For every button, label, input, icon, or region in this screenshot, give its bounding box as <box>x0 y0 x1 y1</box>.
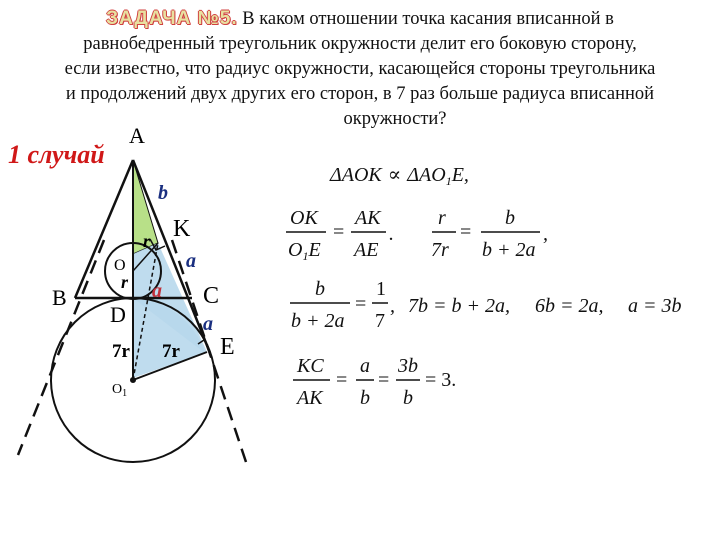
label-a-segment-1: a <box>186 250 196 272</box>
similarity-statement: $\Delta AOK \propto \Delta AO_1E$, <box>330 164 469 188</box>
label-o1: $O_1$ <box>112 382 128 399</box>
case-title: 1 случай <box>8 140 105 169</box>
eq4-end: = 3. <box>425 369 457 391</box>
eq2-den2: b + 2a <box>482 239 536 261</box>
eq3-num2: 1 <box>376 278 386 300</box>
eq2-equals: = <box>460 221 472 243</box>
eq1-end: . <box>389 223 394 245</box>
eq1-num2: AK <box>355 207 381 229</box>
eq4-num2: a <box>360 355 370 377</box>
label-7r-1: 7r <box>112 341 130 362</box>
problem-line-4: и продолжений двух других его сторон, в 7 раз больше радиуса вписанной <box>65 84 655 104</box>
label-a-segment-3: a <box>203 313 213 335</box>
eq4-equals1: = <box>336 369 348 391</box>
eq4-num1: KC <box>297 355 324 377</box>
eq2-end: , <box>543 223 548 245</box>
label-k: K <box>173 216 191 242</box>
label-7r-2: 7r <box>162 341 180 362</box>
eq1-equals: = <box>333 221 345 243</box>
problem-line-5: окружности? <box>343 109 447 129</box>
eq4-equals2: = <box>378 369 390 391</box>
eq4-den1: AK <box>297 387 323 409</box>
eq3-equals: = <box>355 293 367 315</box>
eq3-step1: 7b = b + 2a, <box>408 295 510 317</box>
label-c: C <box>203 283 220 309</box>
label-b: B <box>52 285 67 310</box>
label-r-2: r <box>121 272 129 292</box>
eq3-step2: 6b = 2a, <box>535 295 604 317</box>
label-b-segment: b <box>158 182 168 204</box>
eq4-den3: b <box>403 387 413 409</box>
label-e: E <box>220 334 235 360</box>
problem-line-2: равнобедренный треугольник окружности делит его боковую сторону, <box>83 34 637 54</box>
label-a-segment-2: a <box>152 280 162 302</box>
problem-line-3: если известно, что радиус окружности, касающейся стороны треугольника <box>64 59 656 79</box>
eq2-num2: b <box>505 207 515 229</box>
task-title: ЗАДАЧА №5. <box>106 8 238 29</box>
eq3-end: , <box>390 295 395 317</box>
label-a: A <box>129 123 145 148</box>
label-o: O <box>114 257 126 274</box>
label-r-1: r <box>143 231 151 251</box>
eq1-den1: $O_1E$ <box>288 239 321 263</box>
eq1-num1: OK <box>290 207 318 229</box>
eq2-num1: r <box>438 207 446 229</box>
problem-text-1: В каком отношении точка касания вписанной в <box>242 9 614 29</box>
label-d: D <box>110 302 126 327</box>
eq3-den2: 7 <box>375 310 385 332</box>
eq4-num3: 3b <box>398 355 418 377</box>
eq4-den2: b <box>360 387 370 409</box>
eq3-step3: a = 3b <box>628 295 682 317</box>
eq1-den2: AE <box>354 239 379 261</box>
eq3-den1: b + 2a <box>291 310 345 332</box>
eq2-den1: 7r <box>431 239 449 261</box>
eq3-num1: b <box>315 278 325 300</box>
